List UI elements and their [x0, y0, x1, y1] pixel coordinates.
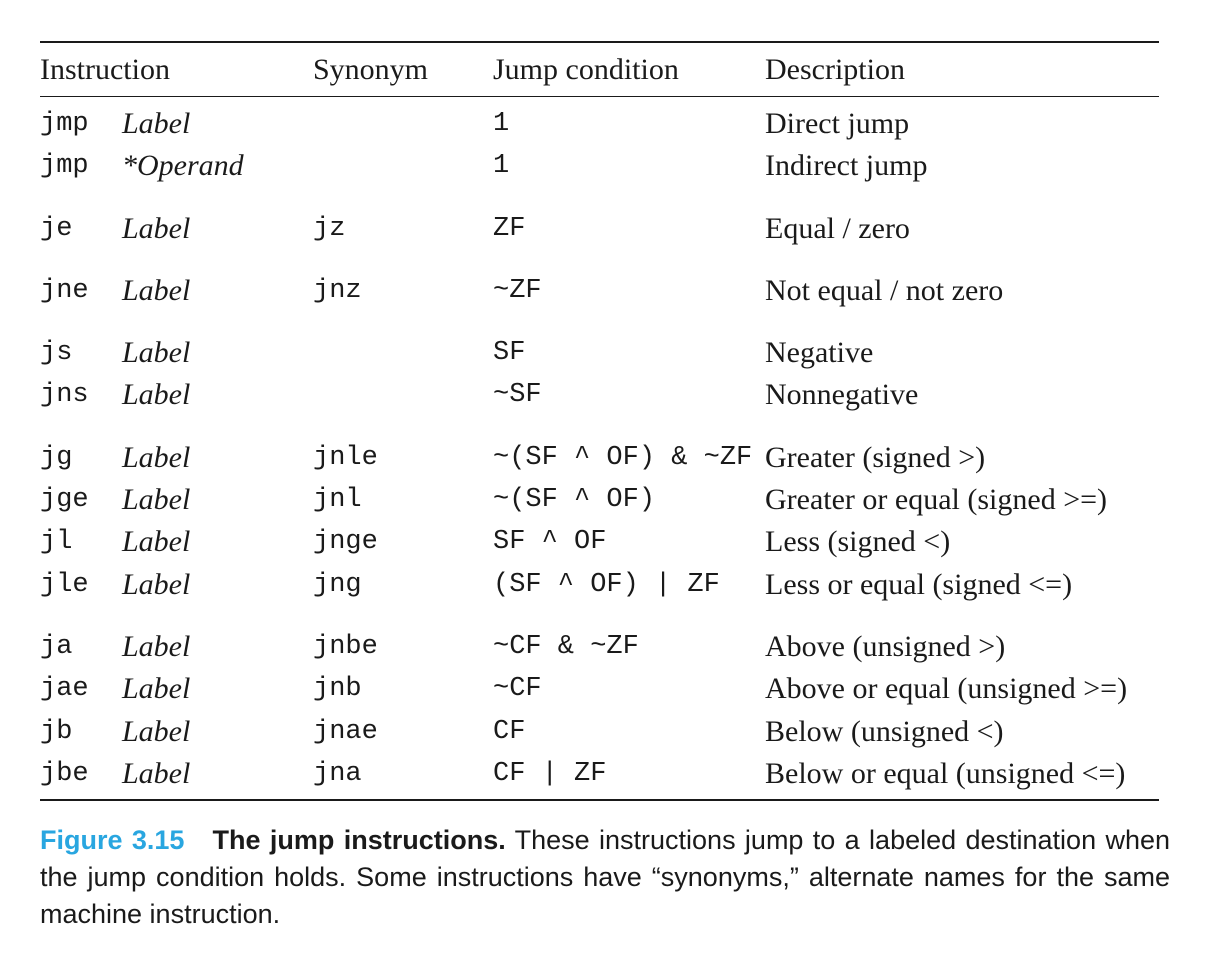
instruction-cell: jae	[40, 674, 89, 704]
instruction-cell: jne	[40, 276, 89, 306]
description-cell: Negative	[765, 336, 874, 369]
description-cell: Below (unsigned <)	[765, 715, 1004, 748]
operand-cell: Label	[122, 107, 191, 140]
description-cell: Direct jump	[765, 107, 910, 140]
synonym-cell: jnge	[313, 527, 378, 557]
description-cell: Equal / zero	[765, 212, 910, 245]
condition-cell: CF | ZF	[493, 759, 607, 789]
description-cell: Indirect jump	[765, 149, 928, 182]
table-bottom-rule	[40, 799, 1159, 801]
condition-cell: ~CF	[493, 674, 542, 704]
table-row	[0, 375, 1218, 415]
figure-caption	[40, 822, 1170, 933]
table-row	[0, 669, 1218, 709]
operand-cell: Label	[122, 568, 191, 601]
header-synonym: Synonym	[313, 53, 429, 86]
table-row	[0, 104, 1218, 144]
condition-cell: SF ^ OF	[493, 527, 607, 557]
condition-cell: ~(SF ^ OF) & ~ZF	[493, 443, 753, 473]
table-top-rule	[40, 41, 1159, 43]
instruction-cell: je	[40, 214, 73, 244]
instruction-cell: jle	[40, 570, 89, 600]
condition-cell: (SF ^ OF) | ZF	[493, 570, 720, 600]
synonym-cell: jna	[313, 759, 362, 789]
description-cell: Less or equal (signed <=)	[765, 568, 1073, 601]
instruction-cell: jg	[40, 443, 73, 473]
instruction-cell: jge	[40, 485, 89, 515]
description-cell: Not equal / not zero	[765, 274, 1004, 307]
header-jump-condition: Jump condition	[493, 53, 679, 86]
synonym-cell: jnz	[313, 276, 362, 306]
operand-cell: Label	[122, 441, 191, 474]
description-cell: Less (signed <)	[765, 525, 951, 558]
instruction-cell: js	[40, 338, 73, 368]
condition-cell: CF	[493, 717, 526, 747]
instruction-cell: jbe	[40, 759, 89, 789]
description-cell: Above (unsigned >)	[765, 630, 1006, 663]
condition-cell: 1	[493, 109, 510, 139]
operand-cell: Label	[122, 525, 191, 558]
synonym-cell: jnle	[313, 443, 378, 473]
operand-cell: Label	[122, 212, 191, 245]
description-cell: Greater (signed >)	[765, 441, 986, 474]
table-row	[0, 333, 1218, 373]
condition-cell: ~SF	[493, 380, 542, 410]
instruction-cell: jns	[40, 380, 89, 410]
operand-cell: Label	[122, 274, 191, 307]
operand-cell: Label	[122, 483, 191, 516]
synonym-cell: jz	[313, 214, 346, 244]
description-cell: Greater or equal (signed >=)	[765, 483, 1108, 516]
description-cell: Below or equal (unsigned <=)	[765, 757, 1126, 790]
operand-cell: Label	[122, 672, 191, 705]
instruction-cell: jl	[40, 527, 73, 557]
caption-text: These instructions jump to a labeled destination when the jump condition holds. Some instructions have “synonyms,” alternate names for the same machine instruction.	[40, 825, 1170, 929]
table-row	[0, 480, 1218, 520]
condition-cell: SF	[493, 338, 526, 368]
header-instruction: Instruction	[40, 53, 170, 86]
condition-cell: ZF	[493, 214, 526, 244]
operand-cell: Label	[122, 715, 191, 748]
table-row	[0, 271, 1218, 311]
synonym-cell: jnl	[313, 485, 362, 515]
synonym-cell: jng	[313, 570, 362, 600]
description-cell: Above or equal (unsigned >=)	[765, 672, 1128, 705]
condition-cell: ~CF & ~ZF	[493, 632, 639, 662]
header-description: Description	[765, 53, 905, 86]
synonym-cell: jnbe	[313, 632, 378, 662]
table-row	[0, 754, 1218, 794]
condition-cell: ~(SF ^ OF)	[493, 485, 656, 515]
table-row	[0, 438, 1218, 478]
instruction-cell: ja	[40, 632, 73, 662]
description-cell: Nonnegative	[765, 378, 919, 411]
table-row	[0, 627, 1218, 667]
synonym-cell: jnb	[313, 674, 362, 704]
condition-cell: 1	[493, 151, 510, 181]
table-row	[0, 146, 1218, 186]
instruction-cell: jb	[40, 717, 73, 747]
table-row	[0, 209, 1218, 249]
operand-cell: Label	[122, 378, 191, 411]
table-row	[0, 522, 1218, 562]
table-header-rule	[40, 96, 1159, 97]
figure-number: Figure 3.15	[40, 825, 185, 855]
condition-cell: ~ZF	[493, 276, 542, 306]
table-row	[0, 712, 1218, 752]
instruction-cell: jmp	[40, 109, 89, 139]
synonym-cell: jnae	[313, 717, 378, 747]
operand-cell: *Operand	[122, 149, 244, 182]
operand-cell: Label	[122, 757, 191, 790]
table-row	[0, 565, 1218, 605]
figure-title: The jump instructions.	[212, 825, 506, 855]
instruction-cell: jmp	[40, 151, 89, 181]
operand-cell: Label	[122, 336, 191, 369]
operand-cell: Label	[122, 630, 191, 663]
